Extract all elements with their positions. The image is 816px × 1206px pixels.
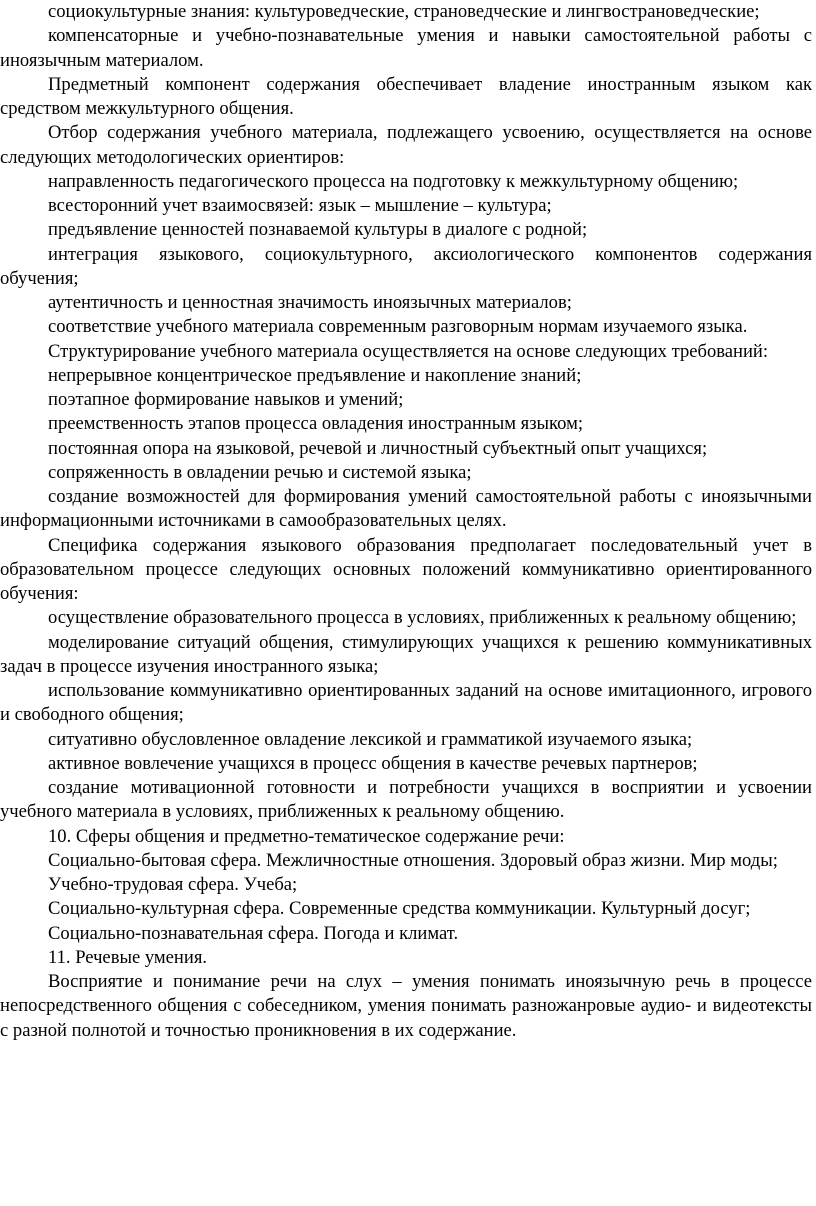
section-heading-11: 11. Речевые умения. (48, 946, 208, 968)
list-item-motivation: создание мотивационной готовности и потребности учащихся в восприятии и усвоении учебного материала в условиях, приближенных к реальному общению. (0, 777, 812, 823)
list-item-communicative-tasks: использование коммуникативно ориентированных заданий на основе имитационного, игрового и свободного общения; (0, 680, 812, 726)
paragraph-content-selection: Отбор содержания учебного материала, подлежащего усвоению, осуществляется на основе следующих методологических ориентиров: (0, 122, 812, 168)
list-item-active-involvement: активное вовлечение учащихся в процесс общения в качестве речевых партнеров; (48, 752, 698, 774)
paragraph-sociocultural-knowledge: социокультурные знания: культуроведческие, страноведческие и лингвострановедческие; (48, 1, 760, 22)
topic-social-domestic: Социально-бытовая сфера. Межличностные отношения. Здоровый образ жизни. Мир моды; (48, 849, 778, 871)
list-item-authenticity: аутентичность и ценностная значимость иноязычных материалов; (48, 292, 572, 313)
paragraph-listening: Восприятие и понимание речи на слух – умения понимать иноязычную речь в процессе непосредственного общения с собеседником, умения понимать разножанровые аудио- и видеотексты с разной полнотой и точностью проникновения в их содержание. (0, 971, 812, 1041)
list-item-integration: интеграция языкового, социокультурного, аксиологического компонентов содержания обучения; (0, 243, 812, 289)
topic-educational-labor: Учебно-трудовая сфера. Учеба; (48, 874, 298, 895)
list-item-experience-support: постоянная опора на языковой, речевой и личностный субъектный опыт учащихся; (48, 437, 708, 459)
list-item-intercultural-focus: направленность педагогического процесса на подготовку к межкультурному общению; (48, 170, 739, 192)
topic-social-cultural: Социально-культурная сфера. Современные средства коммуникации. Культурный досуг; (48, 898, 751, 920)
list-item-speech-and-system: сопряженность в овладении речью и системой языка; (48, 461, 472, 483)
topic-social-cognitive: Социально-познавательная сфера. Погода и климат. (48, 922, 459, 944)
list-item-stepwise-formation: поэтапное формирование навыков и умений; (48, 389, 404, 410)
list-item-speech-norms: соответствие учебного материала современным разговорным нормам изучаемого языка. (48, 316, 748, 338)
list-item-independent-work: создание возможностей для формирования умений самостоятельной работы с иноязычными информационными источниками в самообразовательных целях. (0, 486, 812, 532)
list-item-language-thinking-culture: всесторонний учет взаимосвязей: язык – мышление – культура; (48, 195, 552, 216)
paragraph-structuring: Структурирование учебного материала осуществляется на основе следующих требований: (48, 340, 769, 362)
list-item-real-communication: осуществление образовательного процесса в условиях, приближенных к реальному общению; (48, 607, 797, 629)
list-item-situational-mastery: ситуативно обусловленное овладение лексикой и грамматикой изучаемого языка; (48, 728, 693, 750)
list-item-culture-values: предъявление ценностей познаваемой культуры в диалоге с родной; (48, 219, 588, 241)
list-item-continuity: преемственность этапов процесса овладения иностранным языком; (48, 413, 584, 435)
list-item-concentric-presentation: непрерывное концентрическое предъявление и накопление знаний; (48, 364, 582, 386)
paragraph-communicative-specifics: Специфика содержания языкового образования предполагает последовательный учет в образовательном процессе следующих основных положений коммуникативно ориентированного обучения: (0, 534, 812, 604)
section-heading-10: 10. Сферы общения и предметно-тематическое содержание речи: (48, 825, 565, 847)
paragraph-compensatory-skills: компенсаторные и учебно-познавательные умения и навыки самостоятельной работы с иноязычным материалом. (0, 25, 812, 71)
paragraph-subject-component: Предметный компонент содержания обеспечивает владение иностранным языком как средством межкультурного общения. (0, 73, 812, 119)
list-item-situation-modeling: моделирование ситуаций общения, стимулирующих учащихся к решению коммуникативных задач в процессе изучения иностранного языка; (0, 631, 812, 677)
